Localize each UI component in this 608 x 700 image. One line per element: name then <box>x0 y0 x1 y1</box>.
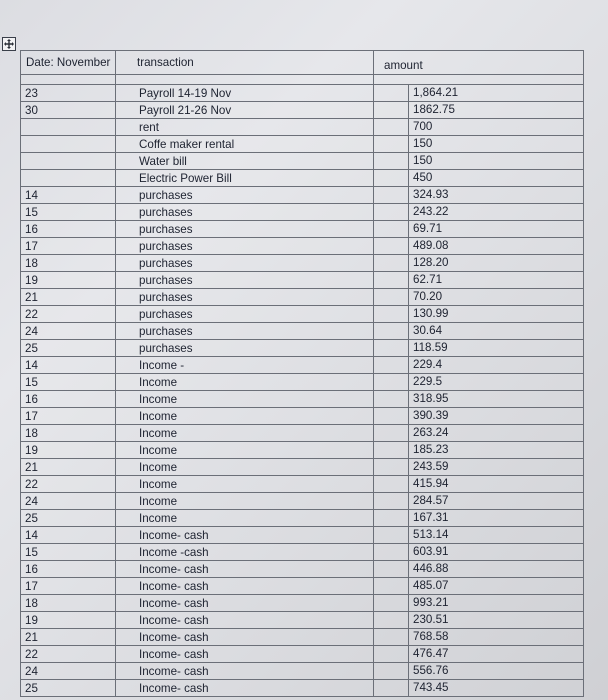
amount-cell[interactable] <box>374 680 584 697</box>
date-cell[interactable]: 14 <box>21 187 116 204</box>
amount-cell[interactable] <box>374 323 584 340</box>
table-row <box>21 646 584 663</box>
amount-cell[interactable] <box>374 561 584 578</box>
transaction-cell[interactable]: purchases <box>116 187 374 204</box>
transaction-cell[interactable]: Income- cash <box>116 561 374 578</box>
amount-cell[interactable] <box>374 289 584 306</box>
table-row <box>21 544 584 561</box>
amount-cell[interactable] <box>374 136 584 153</box>
table-row <box>21 272 584 289</box>
date-cell[interactable]: 23 <box>21 85 116 102</box>
transaction-cell[interactable]: Payroll 21-26 Nov <box>116 102 374 119</box>
spacer-cell[interactable] <box>116 75 374 85</box>
amount-cell[interactable] <box>374 170 584 187</box>
spacer-cell[interactable] <box>21 75 116 85</box>
amount-value: 446.88 <box>413 562 449 575</box>
table-row <box>21 136 584 153</box>
amount-value: 415.94 <box>413 477 449 490</box>
date-cell[interactable]: 17 <box>21 408 116 425</box>
amount-value: 70.20 <box>413 290 443 303</box>
table-row <box>21 391 584 408</box>
amount-cell[interactable] <box>374 595 584 612</box>
table-row <box>21 238 584 255</box>
transaction-cell[interactable]: Income <box>116 510 374 527</box>
table-row <box>21 221 584 238</box>
amount-value: 130.99 <box>413 307 449 320</box>
date-cell[interactable]: 24 <box>21 323 116 340</box>
amount-value: 556.76 <box>413 664 449 677</box>
date-cell[interactable]: 15 <box>21 544 116 561</box>
amount-value: 993.21 <box>413 596 449 609</box>
transaction-cell[interactable]: Income- cash <box>116 663 374 680</box>
amount-value: 318.95 <box>413 392 449 405</box>
amount-cell[interactable] <box>374 255 584 272</box>
date-cell[interactable]: 14 <box>21 357 116 374</box>
transaction-cell[interactable]: Income <box>116 493 374 510</box>
transaction-cell[interactable]: Income - <box>116 357 374 374</box>
date-cell[interactable]: 24 <box>21 663 116 680</box>
transactions-table <box>20 50 584 697</box>
transaction-cell[interactable]: Income <box>116 459 374 476</box>
table-row <box>21 527 584 544</box>
transaction-cell[interactable]: Water bill <box>116 153 374 170</box>
date-cell[interactable]: 16 <box>21 561 116 578</box>
spacer-cell[interactable] <box>374 75 584 85</box>
amount-cell[interactable] <box>374 578 584 595</box>
table-row <box>21 578 584 595</box>
amount-value: 230.51 <box>413 613 449 626</box>
date-cell[interactable]: 16 <box>21 391 116 408</box>
amount-value: 229.4 <box>413 358 443 371</box>
transaction-cell[interactable]: Income- cash <box>116 578 374 595</box>
transaction-cell[interactable]: Income <box>116 442 374 459</box>
amount-cell[interactable] <box>374 527 584 544</box>
date-cell[interactable]: 19 <box>21 272 116 289</box>
amount-value: 450 <box>413 171 433 184</box>
amount-cell[interactable] <box>374 187 584 204</box>
transaction-cell[interactable]: purchases <box>116 323 374 340</box>
spacer-row <box>21 75 584 85</box>
date-cell[interactable]: 21 <box>21 629 116 646</box>
amount-cell[interactable] <box>374 493 584 510</box>
date-cell[interactable]: 15 <box>21 374 116 391</box>
amount-value: 243.22 <box>413 205 449 218</box>
transaction-cell[interactable]: Income- cash <box>116 595 374 612</box>
header-date[interactable]: Date: November <box>21 51 116 75</box>
date-cell[interactable]: 18 <box>21 255 116 272</box>
amount-value: 128.20 <box>413 256 449 269</box>
date-cell[interactable] <box>21 153 116 170</box>
date-cell[interactable]: 17 <box>21 578 116 595</box>
table-row <box>21 595 584 612</box>
table-row <box>21 374 584 391</box>
table-row <box>21 255 584 272</box>
table-row <box>21 119 584 136</box>
amount-cell[interactable] <box>374 340 584 357</box>
date-cell[interactable]: 24 <box>21 493 116 510</box>
date-cell[interactable]: 22 <box>21 306 116 323</box>
amount-value: 603.91 <box>413 545 449 558</box>
amount-cell[interactable] <box>374 119 584 136</box>
header-amount[interactable]: amount <box>374 51 584 75</box>
date-cell[interactable]: 21 <box>21 459 116 476</box>
amount-value: 489.08 <box>413 239 449 252</box>
table-row <box>21 425 584 442</box>
amount-value: 513.14 <box>413 528 449 541</box>
amount-value: 743.45 <box>413 681 449 694</box>
date-cell[interactable]: 14 <box>21 527 116 544</box>
transaction-cell[interactable]: purchases <box>116 289 374 306</box>
table-row <box>21 340 584 357</box>
date-cell[interactable] <box>21 119 116 136</box>
date-cell[interactable]: 15 <box>21 204 116 221</box>
date-cell[interactable]: 25 <box>21 680 116 697</box>
transaction-cell[interactable]: Coffe maker rental <box>116 136 374 153</box>
amount-value: 476.47 <box>413 647 449 660</box>
amount-value: 263.24 <box>413 426 449 439</box>
amount-cell[interactable] <box>374 306 584 323</box>
transaction-cell[interactable]: purchases <box>116 340 374 357</box>
transaction-cell[interactable]: Income- cash <box>116 527 374 544</box>
date-cell[interactable]: 16 <box>21 221 116 238</box>
transaction-cell[interactable]: Income- cash <box>116 646 374 663</box>
transaction-cell[interactable]: purchases <box>116 221 374 238</box>
transaction-cell[interactable]: Income <box>116 425 374 442</box>
date-cell[interactable]: 19 <box>21 442 116 459</box>
table-row <box>21 561 584 578</box>
amount-value: 768.58 <box>413 630 449 643</box>
amount-value: 700 <box>413 120 433 133</box>
amount-value: 1,864.21 <box>413 86 459 99</box>
amount-cell[interactable] <box>374 357 584 374</box>
amount-value: 30.64 <box>413 324 443 337</box>
transaction-cell[interactable]: purchases <box>116 204 374 221</box>
transaction-cell[interactable]: Electric Power Bill <box>116 170 374 187</box>
date-cell[interactable]: 25 <box>21 510 116 527</box>
amount-value: 118.59 <box>413 341 448 354</box>
amount-cell[interactable] <box>374 85 584 102</box>
transaction-cell[interactable]: Income <box>116 476 374 493</box>
table-row <box>21 442 584 459</box>
amount-cell[interactable] <box>374 510 584 527</box>
transaction-cell[interactable]: Income <box>116 391 374 408</box>
date-cell[interactable]: 17 <box>21 238 116 255</box>
table-row <box>21 323 584 340</box>
table-row <box>21 629 584 646</box>
table-row <box>21 493 584 510</box>
date-cell[interactable]: 25 <box>21 340 116 357</box>
amount-cell[interactable] <box>374 663 584 680</box>
date-cell[interactable]: 22 <box>21 476 116 493</box>
date-cell[interactable]: 19 <box>21 612 116 629</box>
amount-cell[interactable] <box>374 391 584 408</box>
amount-value: 390.39 <box>413 409 449 422</box>
amount-value: 243.59 <box>413 460 449 473</box>
transaction-cell[interactable]: purchases <box>116 255 374 272</box>
table-row <box>21 102 584 119</box>
table-row <box>21 153 584 170</box>
amount-cell[interactable] <box>374 238 584 255</box>
table-row <box>21 510 584 527</box>
amount-cell[interactable] <box>374 272 584 289</box>
transaction-cell[interactable]: purchases <box>116 272 374 289</box>
amount-cell[interactable] <box>374 102 584 119</box>
amount-value: 1862.75 <box>413 103 455 116</box>
table-row <box>21 357 584 374</box>
table-row <box>21 306 584 323</box>
amount-value: 229.5 <box>413 375 443 388</box>
date-cell[interactable]: 30 <box>21 102 116 119</box>
table-row <box>21 408 584 425</box>
table-row <box>21 85 584 102</box>
transaction-cell[interactable]: Income -cash <box>116 544 374 561</box>
transaction-cell[interactable]: Income- cash <box>116 629 374 646</box>
date-cell[interactable] <box>21 136 116 153</box>
table-row <box>21 612 584 629</box>
amount-cell[interactable] <box>374 476 584 493</box>
amount-cell[interactable] <box>374 221 584 238</box>
amount-value: 150 <box>413 154 433 167</box>
table-header-row <box>21 51 584 75</box>
transaction-cell[interactable]: Income <box>116 408 374 425</box>
transaction-cell[interactable]: rent <box>116 119 374 136</box>
amount-cell[interactable] <box>374 459 584 476</box>
amount-value: 185.23 <box>413 443 449 456</box>
amount-value: 485.07 <box>413 579 449 592</box>
amount-cell[interactable] <box>374 646 584 663</box>
table-row <box>21 170 584 187</box>
amount-cell[interactable] <box>374 612 584 629</box>
amount-value: 284.57 <box>413 494 449 507</box>
table-row <box>21 289 584 306</box>
table-row <box>21 204 584 221</box>
amount-cell[interactable] <box>374 374 584 391</box>
amount-value: 324.93 <box>413 188 449 201</box>
amount-value: 69.71 <box>413 222 443 235</box>
amount-cell[interactable] <box>374 544 584 561</box>
amount-value: 167.31 <box>413 511 449 524</box>
transaction-cell[interactable]: Income <box>116 374 374 391</box>
amount-cell[interactable] <box>374 425 584 442</box>
table-move-handle-icon[interactable] <box>2 37 16 51</box>
amount-value: 150 <box>413 137 433 150</box>
transaction-cell[interactable]: purchases <box>116 238 374 255</box>
transaction-cell[interactable]: purchases <box>116 306 374 323</box>
amount-cell[interactable] <box>374 629 584 646</box>
date-cell[interactable]: 21 <box>21 289 116 306</box>
table-row <box>21 680 584 697</box>
table-row <box>21 459 584 476</box>
date-cell[interactable]: 18 <box>21 595 116 612</box>
amount-cell[interactable] <box>374 204 584 221</box>
date-cell[interactable] <box>21 170 116 187</box>
table-row <box>21 476 584 493</box>
date-cell[interactable]: 18 <box>21 425 116 442</box>
transaction-cell[interactable]: Income- cash <box>116 680 374 697</box>
date-cell[interactable]: 22 <box>21 646 116 663</box>
header-transaction[interactable]: transaction <box>116 51 374 75</box>
table-row <box>21 663 584 680</box>
amount-cell[interactable] <box>374 408 584 425</box>
transaction-cell[interactable]: Payroll 14-19 Nov <box>116 85 374 102</box>
table-row <box>21 187 584 204</box>
amount-cell[interactable] <box>374 442 584 459</box>
amount-cell[interactable] <box>374 153 584 170</box>
amount-value: 62.71 <box>413 273 443 286</box>
transaction-cell[interactable]: Income- cash <box>116 612 374 629</box>
